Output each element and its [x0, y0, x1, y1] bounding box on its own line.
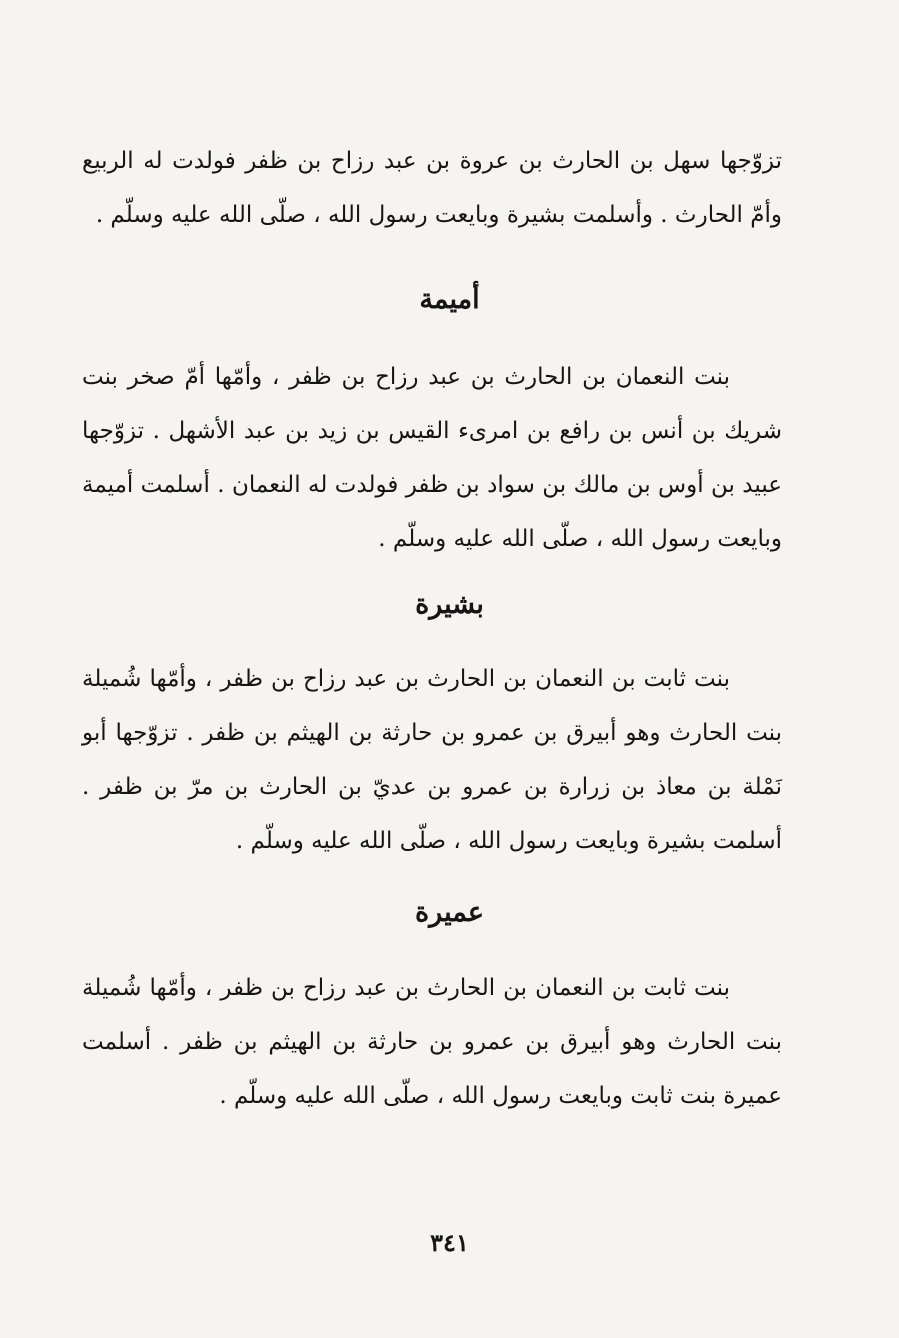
heading-bashira: بشيرة — [415, 589, 484, 620]
paragraph-umayma: بنت النعمان بن الحارث بن عبد رزاح بن ظفر ، وأمّها أمّ صخر بنت شريك بن أنس بن رافع بن امرىء القيس بن زيد بن عبد الأشهل . تزوّجها عبيد بن أوس بن مالك بن سواد بن ظفر فولدت له النعمان . أسلمت أميمة وبايعت رسول الله ، صلّى الله عليه وسلّم . — [82, 364, 782, 552]
page-number: ٣٤١ — [430, 1228, 469, 1257]
heading-umayra: عميرة — [415, 897, 484, 928]
heading-umayma: أميمة — [419, 284, 480, 315]
paragraph-umayra: بنت ثابت بن النعمان بن الحارث بن عبد رزاح بن ظفر ، وأمّها شُميلة بنت الحارث وهو أبيرق بن عمرو بن حارثة بن الهيثم بن ظفر . أسلمت عميرة بنت ثابت وبايعت رسول الله ، صلّى الله عليه وسلّم . — [82, 975, 782, 1109]
paragraph-bashira: بنت ثابت بن النعمان بن الحارث بن عبد رزاح بن ظفر ، وأمّها شُميلة بنت الحارث وهو أبيرق بن عمرو بن حارثة بن الهيثم بن ظفر . تزوّجها أبو نَمْلة بن معاذ بن زرارة بن عمرو بن عديّ بن الحارث بن مرّ بن ظفر . أسلمت بشيرة وبايعت رسول الله ، صلّى الله عليه وسلّم . — [82, 666, 782, 854]
paragraph-continuation: تزوّجها سهل بن الحارث بن عروة بن عبد رزاح بن ظفر فولدت له الربيع وأمّ الحارث . وأسلمت بشيرة وبايعت رسول الله ، صلّى الله عليه وسلّم . — [82, 148, 782, 228]
